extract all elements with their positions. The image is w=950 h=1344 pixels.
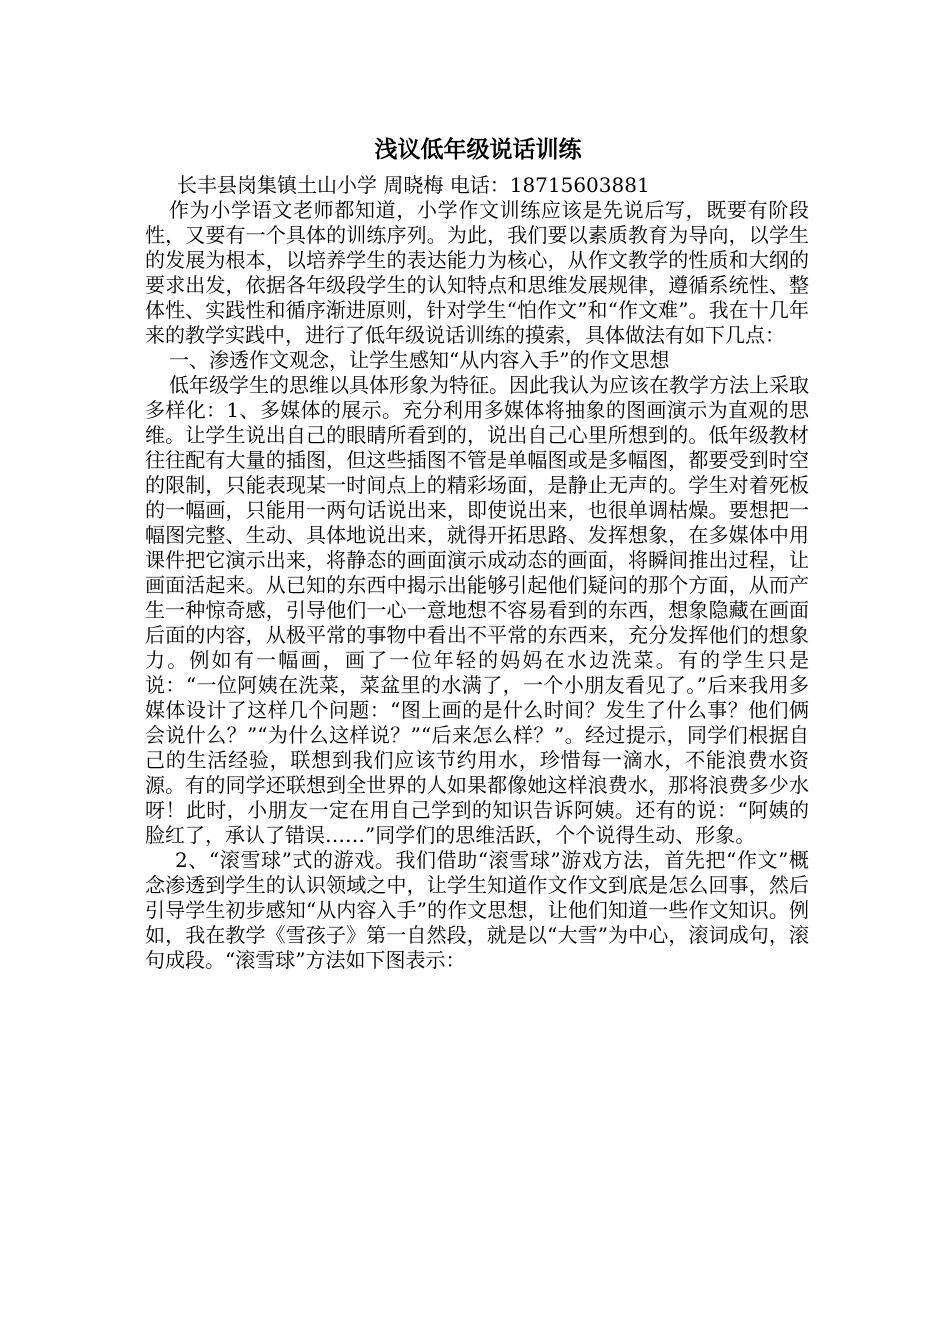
paragraph-multimedia: 低年级学生的思维以具体形象为特征。因此我认为应该在教学方法上采取多样化：1、多媒体的展示。充分利用多媒体将抽象的图画演示为直观的思维。让学生说出自己的眼睛所看到的，说出自己心里所想到的。低年级教材往往配有大量的插图，但这些插图不管是单幅图或是多幅图，都要受到时空的限制，只能表现某一时间点上的精彩场面，是静止无声的。学生对着死板的一幅画，只能用一两句话说出来，即使说出来，也很单调枯燥。要想把一幅图完整、生动、具体地说出来，就得开拓思路、发挥想象，在多媒体中用课件把它演示出来，将静态的画面演示成动态的画面，将瞬间推出过程，让画面活起来。从已知的东西中揭示出能够引起他们疑问的那个方面，从而产生一种惊奇感，引导他们一心一意地想不容易看到的东西，想象隐藏在画面后面的内容，从极平常的事物中看出不平常的东西来，充分发挥他们的想象力。例如有一幅画，画了一位年轻的妈妈在水边洗菜。有的学生只是说：“一位阿姨在洗菜，菜盆里的水满了，一个小朋友看见了。”后来我用多媒体设计了这样几个问题：“图上画的是什么时间？发生了什么事？他们俩会说什么？”“为什么这样说？”“后来怎么样？”。经过提示，同学们根据自己的生活经验，联想到我们应该节约用水，珍惜每一滴水，不能浪费水资源。有的同学还联想到全世界的人如果都像她这样浪费水，那将浪费多少水呀！此时，小朋友一定在用自己学到的知识告诉阿姨。还有的说：“阿姨的脸红了，承认了错误……”同学们的思维活跃，个个说得生动、形象。	[145, 373, 809, 847]
document-title: 浅议低年级说话训练	[374, 136, 582, 163]
paragraph-snowball: 2、“滚雪球”式的游戏。我们借助“滚雪球”游戏方法，首先把“作文”概念渗透到学生的认识领域之中，让学生知道作文作文到底是怎么回事，然后引导学生初步感知“从内容入手”的作文思想，让他们知道一些作文知识。例如，我在教学《雪孩子》第一自然段，就是以“大雪”为中心，滚词成句，滚句成段。“滚雪球”方法如下图表示：	[145, 848, 809, 972]
document-page	[145, 133, 809, 973]
author-byline: 长丰县岗集镇土山小学 周晓梅 电话：18715603881	[177, 173, 650, 197]
paragraph-intro: 作为小学语文老师都知道，小学作文训练应该是先说后写，既要有阶段性，又要有一个具体的训练序列。为此，我们要以素质教育为导向，以学生的发展为根本，以培养学生的表达能力为核心，从作文教学的性质和大纲的要求出发，依据各年级段学生的认知特点和思维发展规律，遵循系统性、整体性、实践性和循序渐进原则，针对学生“怕作文”和“作文难”。我在十几年来的教学实践中，进行了低年级说话训练的摸索，具体做法有如下几点：	[145, 198, 809, 347]
section-heading-1: 一、渗透作文观念，让学生感知“从内容入手”的作文思想	[169, 348, 670, 372]
